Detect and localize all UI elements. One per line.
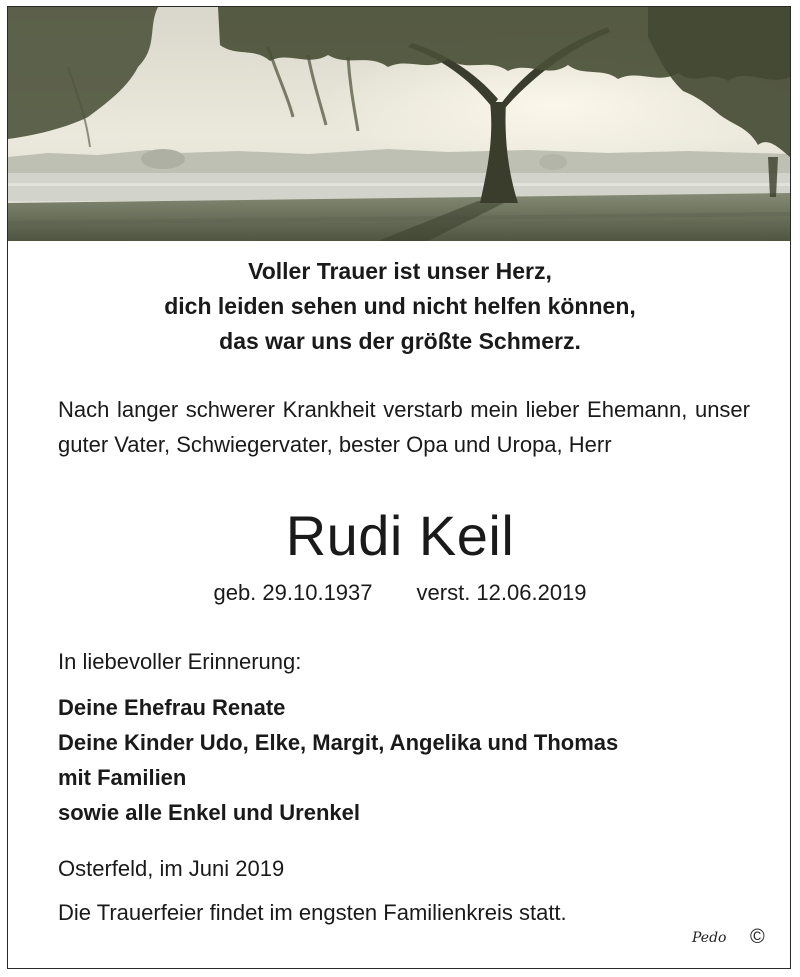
life-dates [0,578,800,608]
death-announcement-text: Nach langer schwerer Krankheit verstarb mein lieber Ehemann, unser guter Vater, Schwiegervater, bester Opa und Uropa, Herr [58,397,750,457]
copyright-symbol: © [750,926,765,948]
mourners-list [58,690,758,830]
designer-signature: Pedo [692,930,727,946]
memorial-verse [0,254,800,359]
death-date: verst. 12.06.2019 [416,580,587,605]
remembrance-heading: In liebevoller Erinnerung: [58,649,302,674]
verse-line: das war uns der größte Schmerz. [219,328,581,354]
place-and-date: Osterfeld, im Juni 2019 [58,856,285,881]
mourner-line: sowie alle Enkel und Urenkel [58,800,360,825]
mourner-line: mit Familien [58,765,187,790]
deceased-name: Rudi Keil [285,504,515,567]
birth-date: geb. 29.10.1937 [213,580,373,605]
verse-line: Voller Trauer ist unser Herz, [248,258,552,284]
mourner-line: Deine Ehefrau Renate [58,695,286,720]
mourner-line: Deine Kinder Udo, Elke, Margit, Angelika und Thomas [58,730,619,755]
funeral-note: Die Trauerfeier findet im engsten Familienkreis statt. [58,900,567,925]
verse-line: dich leiden sehen und nicht helfen können, [164,293,636,319]
